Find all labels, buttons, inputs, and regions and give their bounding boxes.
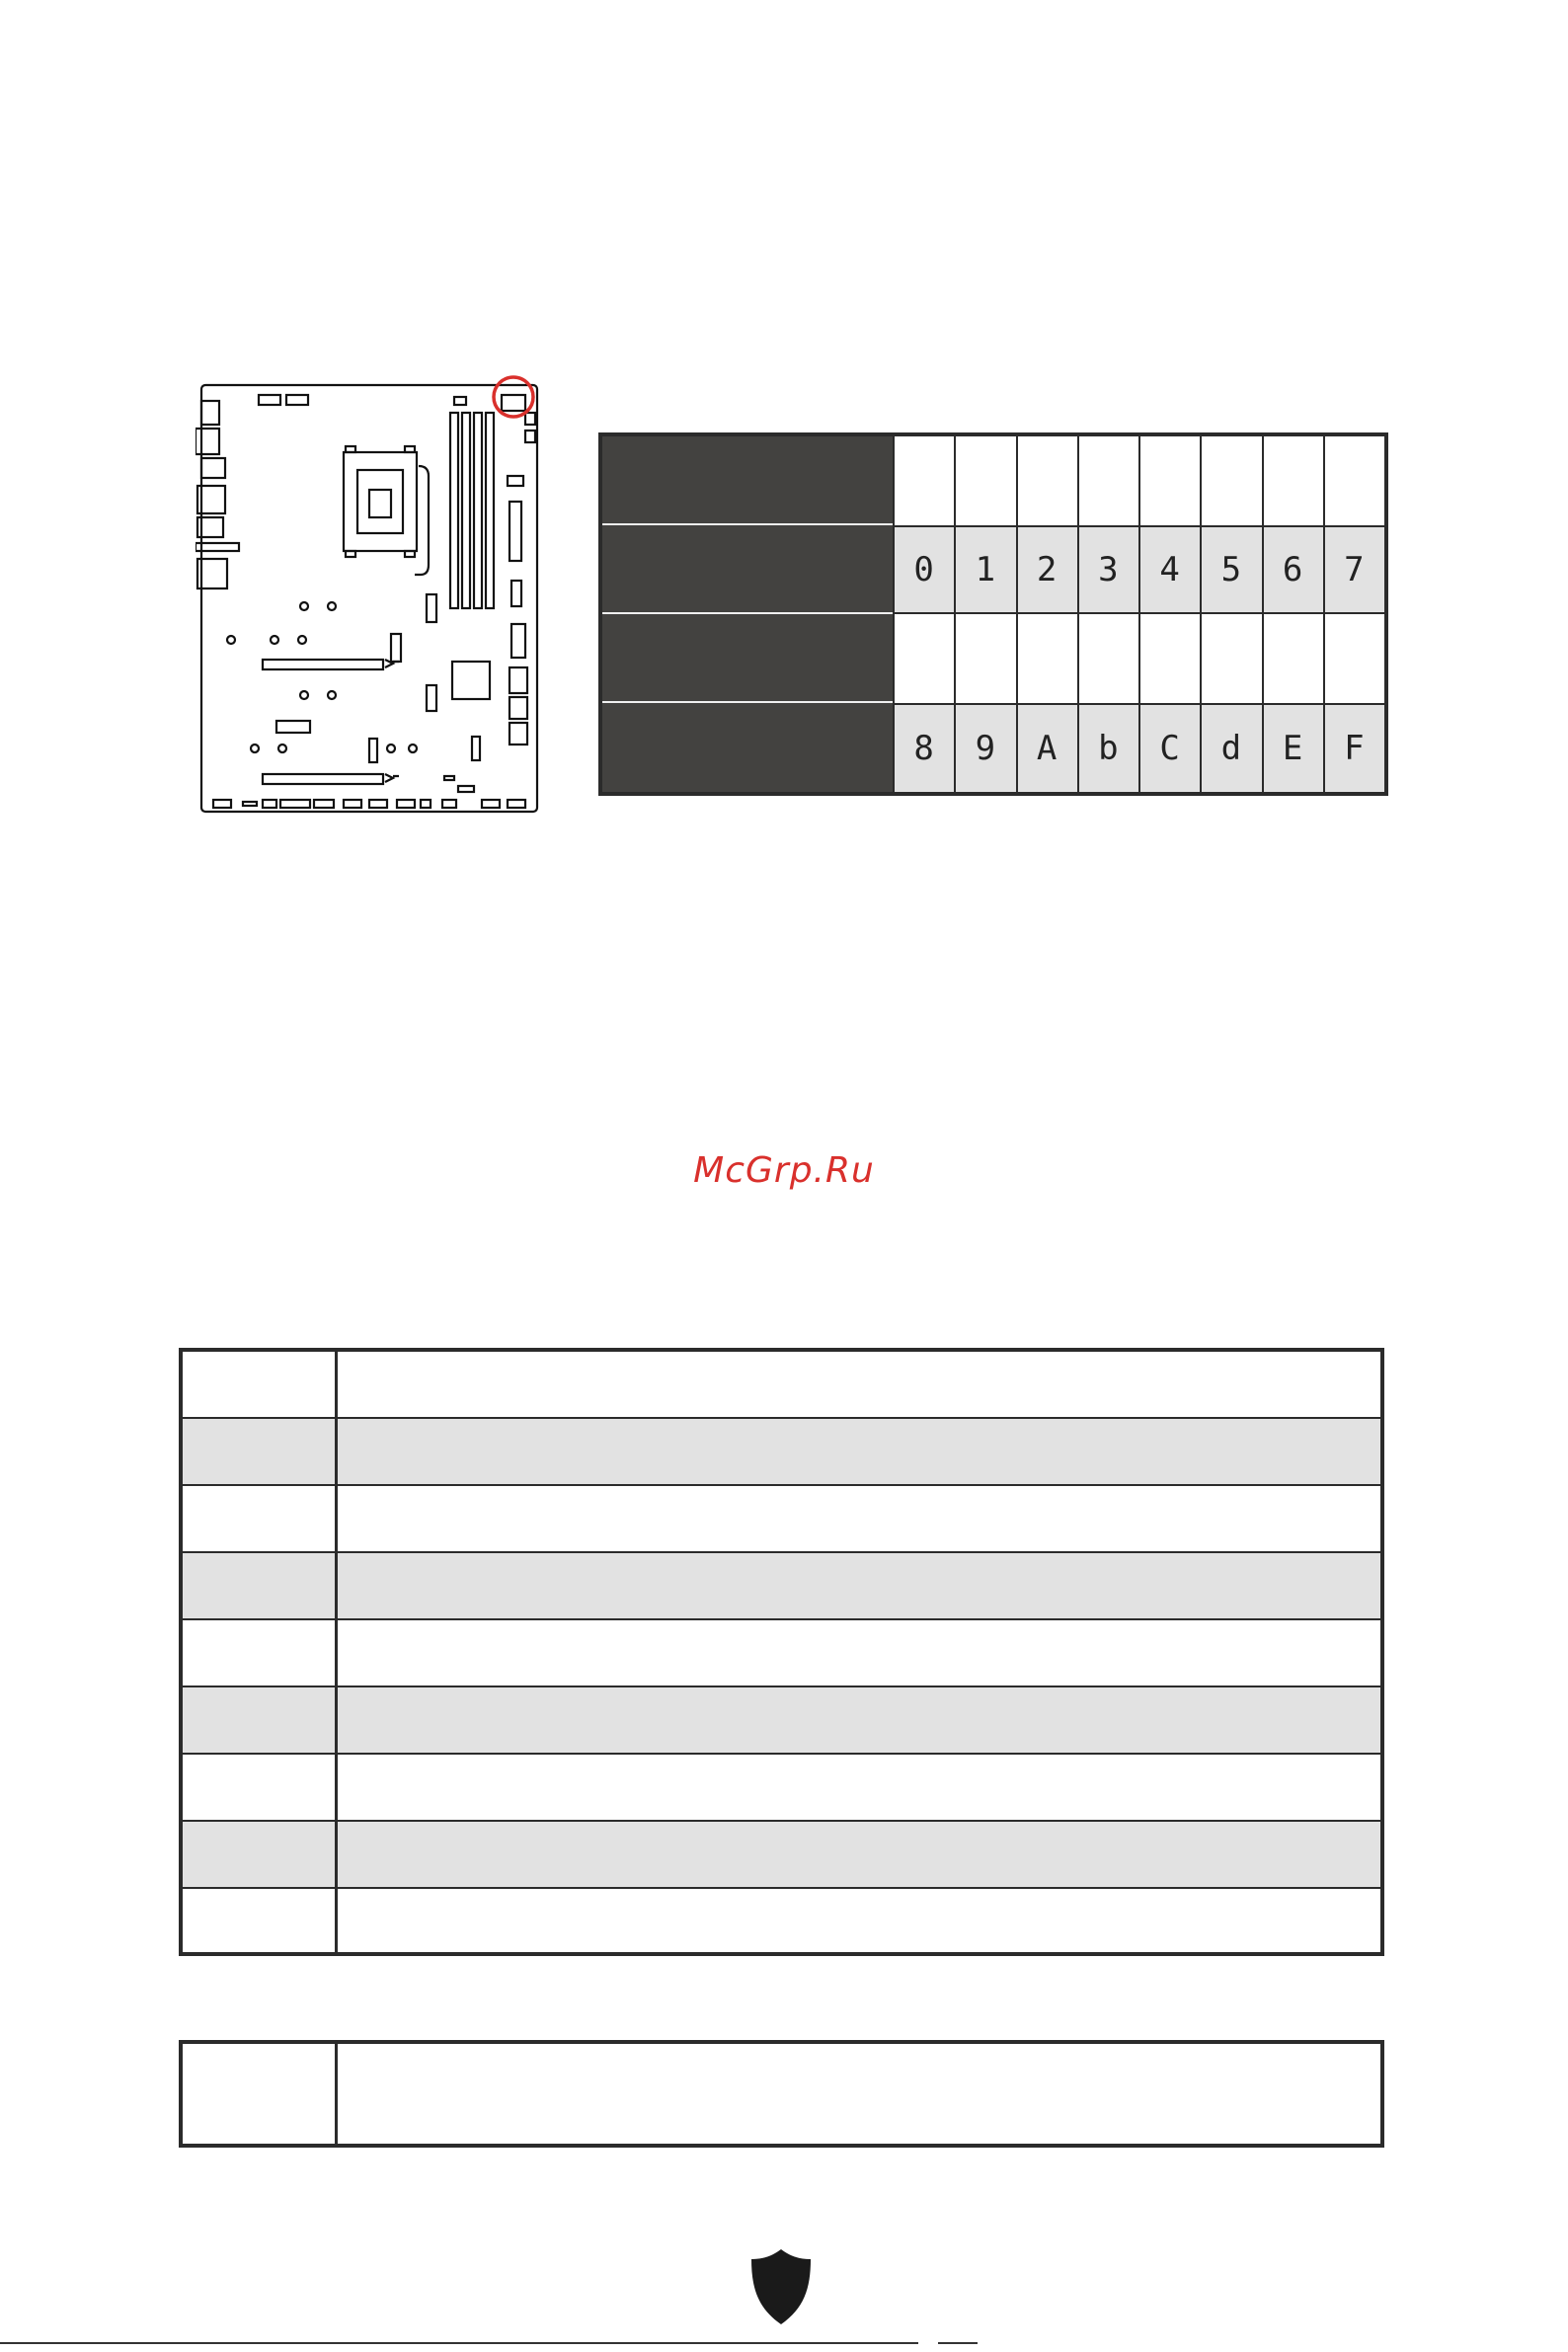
debug-digit: 7 xyxy=(1323,525,1384,614)
debug-digit: A xyxy=(1016,703,1077,792)
blank-cell xyxy=(954,436,1015,525)
table-row xyxy=(183,1486,1380,1553)
debug-digit: 8 xyxy=(893,703,954,792)
table-row xyxy=(183,1419,1380,1486)
footer-rule xyxy=(0,2342,918,2344)
debug-digit: 4 xyxy=(1138,525,1200,614)
table-header-cell xyxy=(602,614,893,703)
debug-digit: 0 xyxy=(893,525,954,614)
blank-cell xyxy=(1323,436,1384,525)
debug-digit: 1 xyxy=(954,525,1015,614)
shield-logo-icon xyxy=(748,2249,814,2324)
table-row xyxy=(183,1352,1380,1419)
blank-cell xyxy=(1262,436,1323,525)
debug-digit: 6 xyxy=(1262,525,1323,614)
debug-digit: 9 xyxy=(954,703,1015,792)
table-row xyxy=(183,1889,1380,1952)
motherboard-diagram xyxy=(196,375,547,815)
blank-cell xyxy=(1262,614,1323,703)
debug-digit: 5 xyxy=(1200,525,1261,614)
blank-cell xyxy=(1077,436,1138,525)
info-table xyxy=(179,1348,1384,1956)
blank-cell xyxy=(1323,614,1384,703)
blank-cell xyxy=(1077,614,1138,703)
blank-cell xyxy=(1200,436,1261,525)
blank-cell xyxy=(1200,614,1261,703)
table-row xyxy=(183,1822,1380,1889)
debug-digit: d xyxy=(1200,703,1261,792)
debug-code-table xyxy=(598,432,1388,796)
blank-cell xyxy=(954,614,1015,703)
table-header-cell xyxy=(602,525,893,614)
debug-digit: C xyxy=(1138,703,1200,792)
column-divider xyxy=(335,2044,338,2144)
blank-cell xyxy=(1138,614,1200,703)
debug-digit: 2 xyxy=(1016,525,1077,614)
watermark-text: McGrp.Ru xyxy=(693,1150,875,1191)
table-row xyxy=(183,1755,1380,1822)
blank-cell xyxy=(893,436,954,525)
footer-rule xyxy=(938,2342,978,2344)
table-header-cell xyxy=(602,703,893,792)
column-divider xyxy=(335,1352,338,1952)
debug-digit: F xyxy=(1323,703,1384,792)
blank-cell xyxy=(1016,436,1077,525)
debug-digit: b xyxy=(1077,703,1138,792)
note-table xyxy=(179,2040,1384,2148)
debug-digit: 3 xyxy=(1077,525,1138,614)
table-row xyxy=(183,1553,1380,1620)
blank-cell xyxy=(1016,614,1077,703)
blank-cell xyxy=(893,614,954,703)
blank-cell xyxy=(1138,436,1200,525)
debug-digit: E xyxy=(1262,703,1323,792)
table-row xyxy=(183,1620,1380,1687)
table-header-cell xyxy=(602,436,893,525)
table-row xyxy=(183,1687,1380,1755)
